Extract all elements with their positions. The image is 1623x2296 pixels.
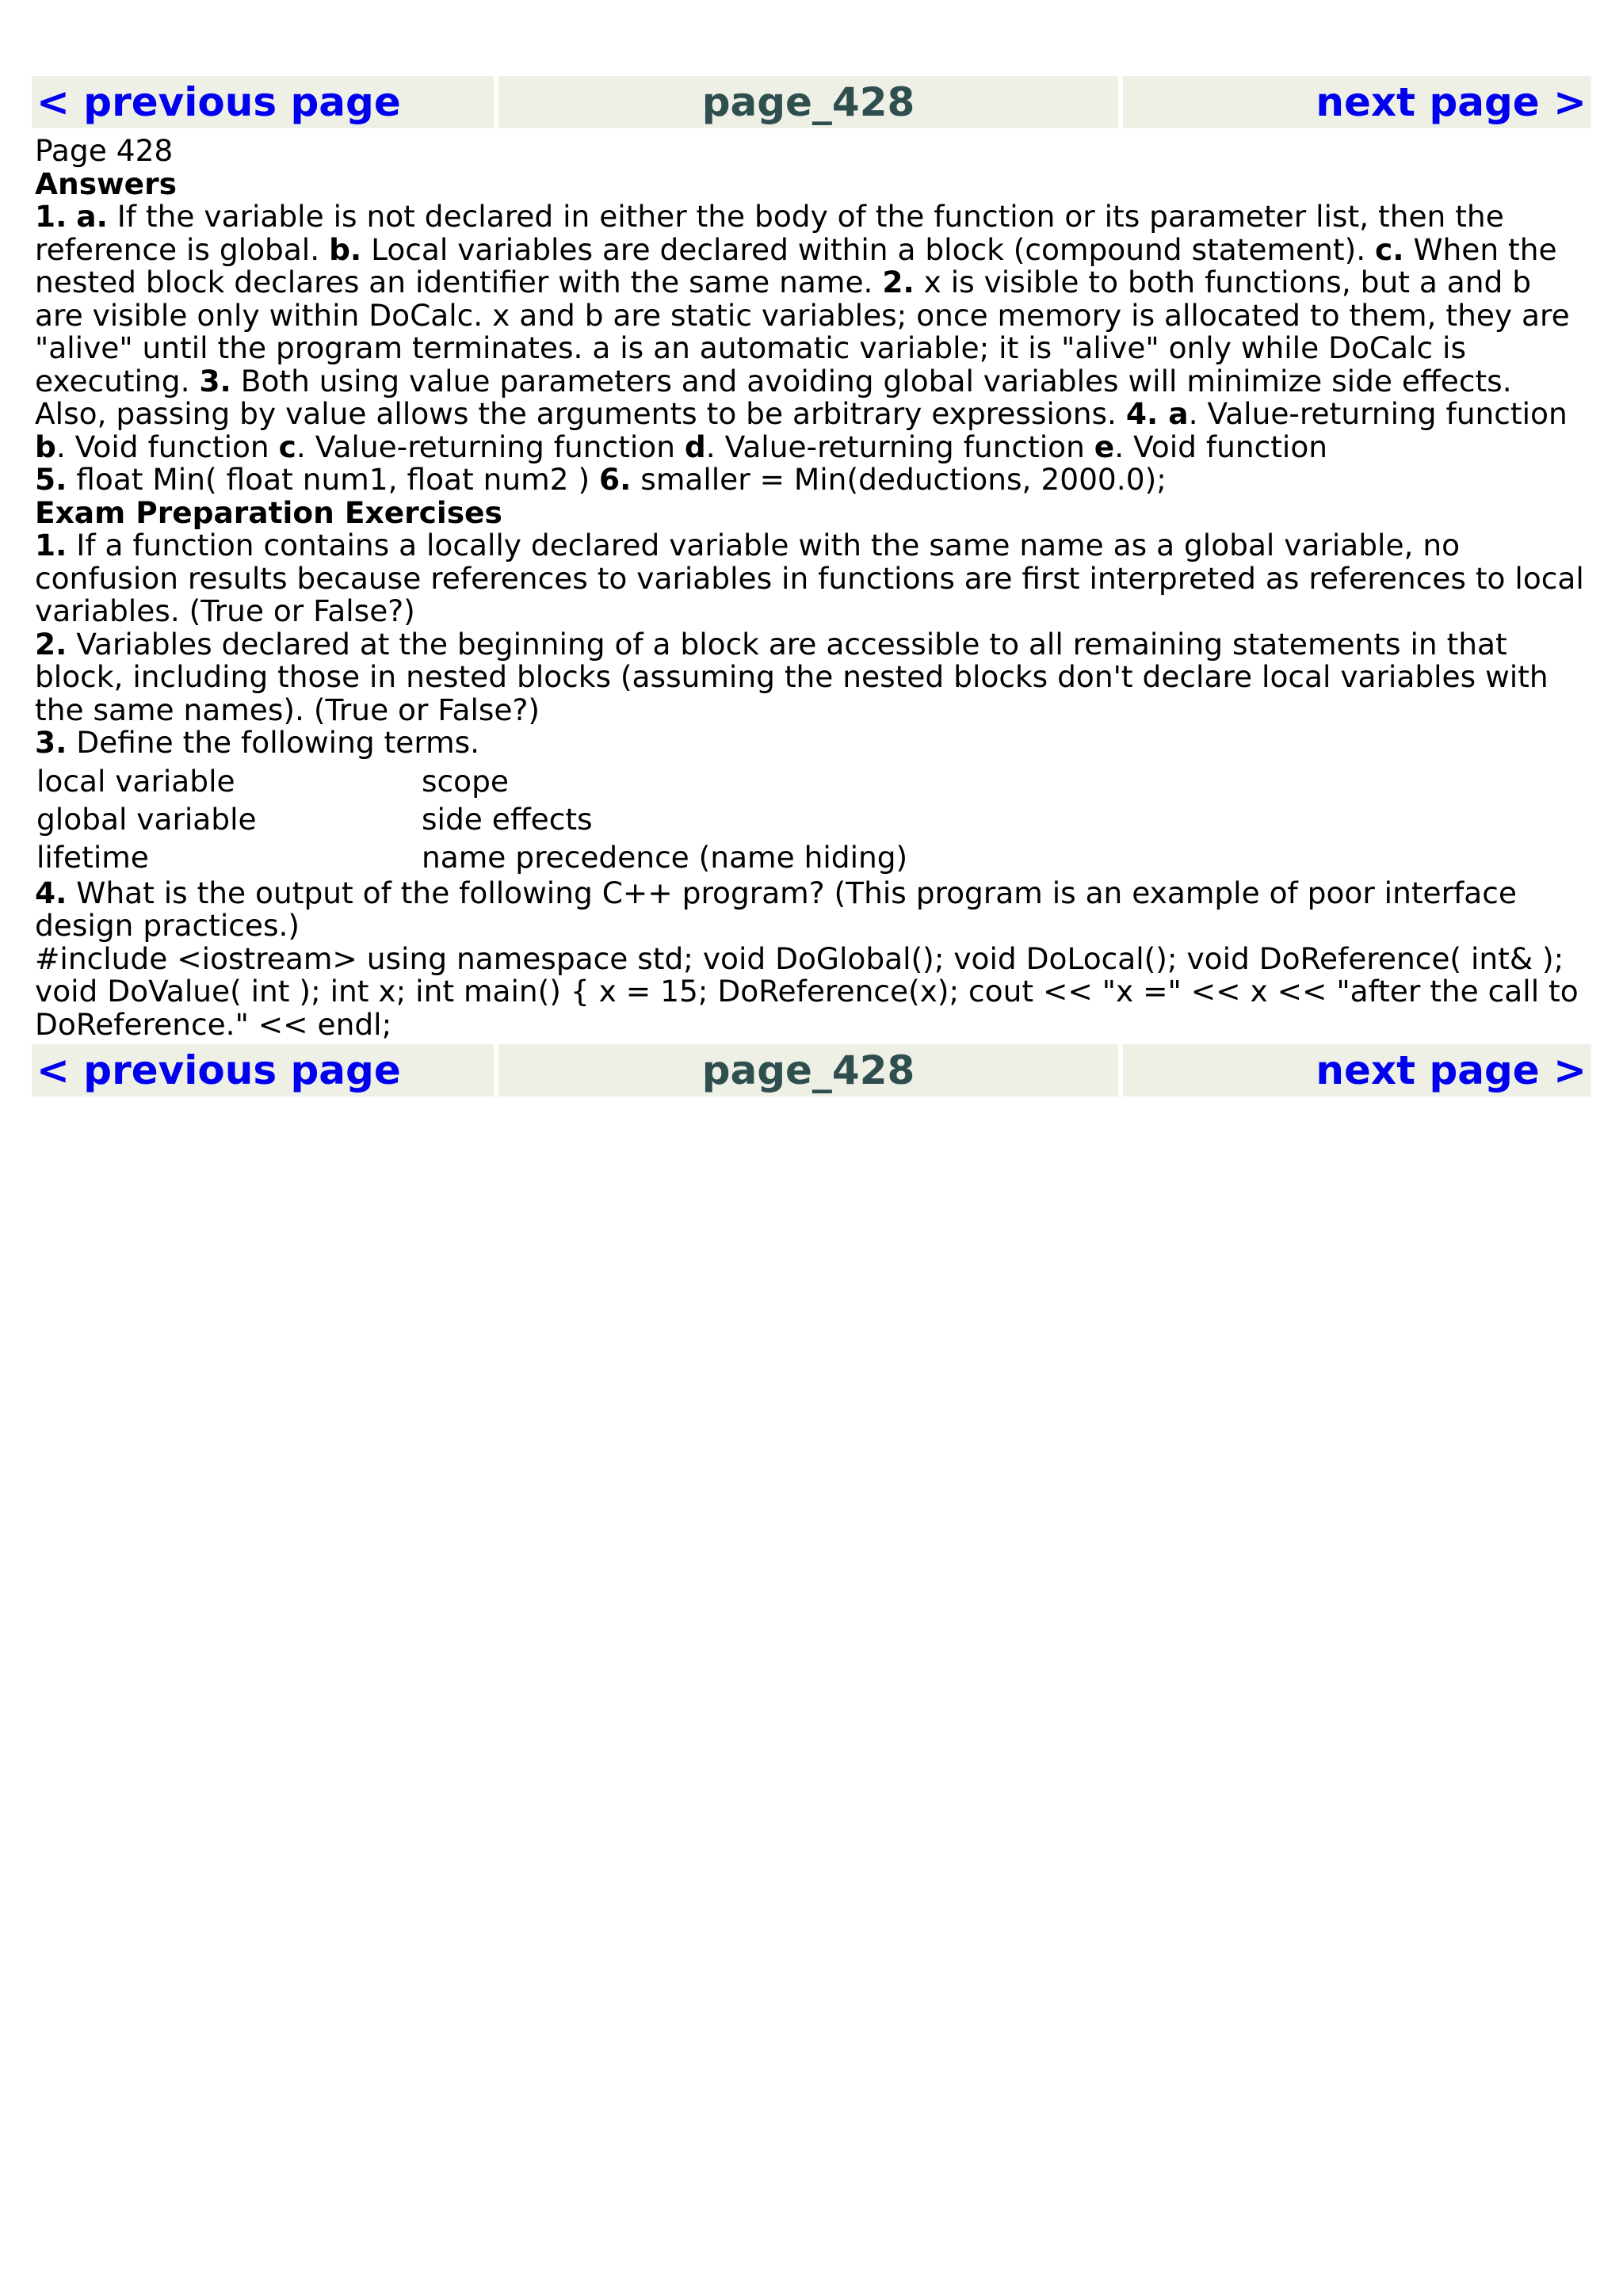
exercise-4-code: #include <iostream> using namespace std; void DoGlobal(); void DoLocal(); void DoReference( int& ); void DoValue( int ); int x; int main() { x = 15; DoReference(x); cout << "x =" << x << "after the call to DoReference." << endl; [35, 940, 1579, 1042]
answer-4c-label: c [278, 429, 296, 464]
answers-paragraph [35, 200, 1588, 463]
term-cell: global variable [36, 801, 257, 837]
exercise-1 [35, 529, 1588, 628]
answer-1b-text: Local variables are declared within a block (compound statement). [361, 231, 1376, 267]
exercise-2 [35, 628, 1588, 727]
page-label: page_428 [498, 1044, 1118, 1097]
answer-6-text: smaller = Min(deductions, 2000.0); [631, 462, 1167, 497]
exercise-3 [35, 727, 1588, 760]
answer-1a-label: a. [76, 199, 108, 234]
answer-1-number: 1. [35, 199, 67, 234]
answer-1c-text: When the nested block declares an identifier with the same name. [35, 231, 1557, 299]
answer-4e-label: e [1094, 429, 1115, 464]
bottom-navigation-bar [32, 1044, 1591, 1097]
exercise-3-number: 3. [35, 725, 67, 760]
answer-5-number: 5. [35, 462, 67, 497]
answers-heading: Answers [35, 166, 177, 201]
answer-4d-label: d [684, 429, 706, 464]
exercise-4 [35, 877, 1588, 943]
answer-4a-text: . Value-returning function [1188, 396, 1568, 431]
exercise-3-text: Define the following terms. [67, 725, 480, 760]
answers-5-6-line [35, 463, 1588, 497]
exercise-4-text: What is the output of the following C++ program? (This program is an example of poor interface design practices.) [35, 875, 1517, 943]
answer-4e-text: . Void function [1114, 429, 1328, 464]
previous-page-link[interactable]: < previous page [32, 1044, 494, 1097]
term-cell: scope [422, 763, 509, 799]
table-row [35, 801, 911, 839]
term-cell: local variable [36, 763, 235, 799]
answer-1b-label: b. [329, 231, 362, 267]
exercise-2-number: 2. [35, 626, 67, 662]
answer-4b-label: b [35, 429, 56, 464]
table-row [35, 839, 911, 877]
answer-4a-label: a [1158, 396, 1189, 431]
page-label: page_428 [498, 76, 1118, 128]
answer-5-text: float Min( float num1, float num2 ) [67, 462, 600, 497]
answer-4b-text: . Void function [55, 429, 279, 464]
answer-6-number: 6. [599, 462, 632, 497]
term-cell: name precedence (name hiding) [422, 839, 908, 875]
next-page-link[interactable]: next page > [1123, 76, 1591, 128]
exercise-4-number: 4. [35, 875, 67, 910]
previous-page-link[interactable]: < previous page [32, 76, 494, 128]
page-heading: Page 428 [35, 133, 174, 168]
exercise-1-text: If a function contains a locally declared variable with the same name as a global variable, no confusion results because references to variables in functions are first interpreted as references to local variables. (True or False?) [35, 528, 1584, 628]
answer-3-text: Both using value parameters and avoiding global variables will minimize side effects. Also, passing by value allows the arguments to be arbitrary expressions. [35, 363, 1512, 431]
exercise-1-number: 1. [35, 528, 67, 563]
answer-4-number: 4. [1125, 396, 1159, 431]
term-cell: lifetime [36, 839, 149, 875]
top-navigation-bar [32, 76, 1591, 128]
page-content [35, 135, 1588, 1041]
answer-4d-text: . Value-returning function [705, 429, 1094, 464]
answer-1a-text: If the variable is not declared in either the body of the function or its parameter list, then the reference is global. [35, 199, 1504, 267]
answer-4c-text: . Value-returning function [296, 429, 685, 464]
next-page-link[interactable]: next page > [1123, 1044, 1591, 1097]
answer-1c-label: c. [1375, 231, 1404, 267]
term-cell: side effects [422, 801, 593, 837]
answer-2-text: x is visible to both functions, but a and b are visible only within DoCalc. x and b are static variables; once memory is allocated to them, they are "alive" until the program terminates. a is an automatic variable; it is "alive" only while DoCalc is executing. [35, 265, 1570, 399]
table-row [35, 763, 911, 801]
answer-3-number: 3. [199, 363, 231, 399]
terms-table [35, 763, 911, 877]
exam-heading: Exam Preparation Exercises [35, 494, 502, 530]
exercise-2-text: Variables declared at the beginning of a block are accessible to all remaining statements in that block, including those in nested blocks (assuming the nested blocks don't declare local variables with the same names). (True or False?) [35, 626, 1549, 727]
answer-2-number: 2. [882, 265, 915, 299]
